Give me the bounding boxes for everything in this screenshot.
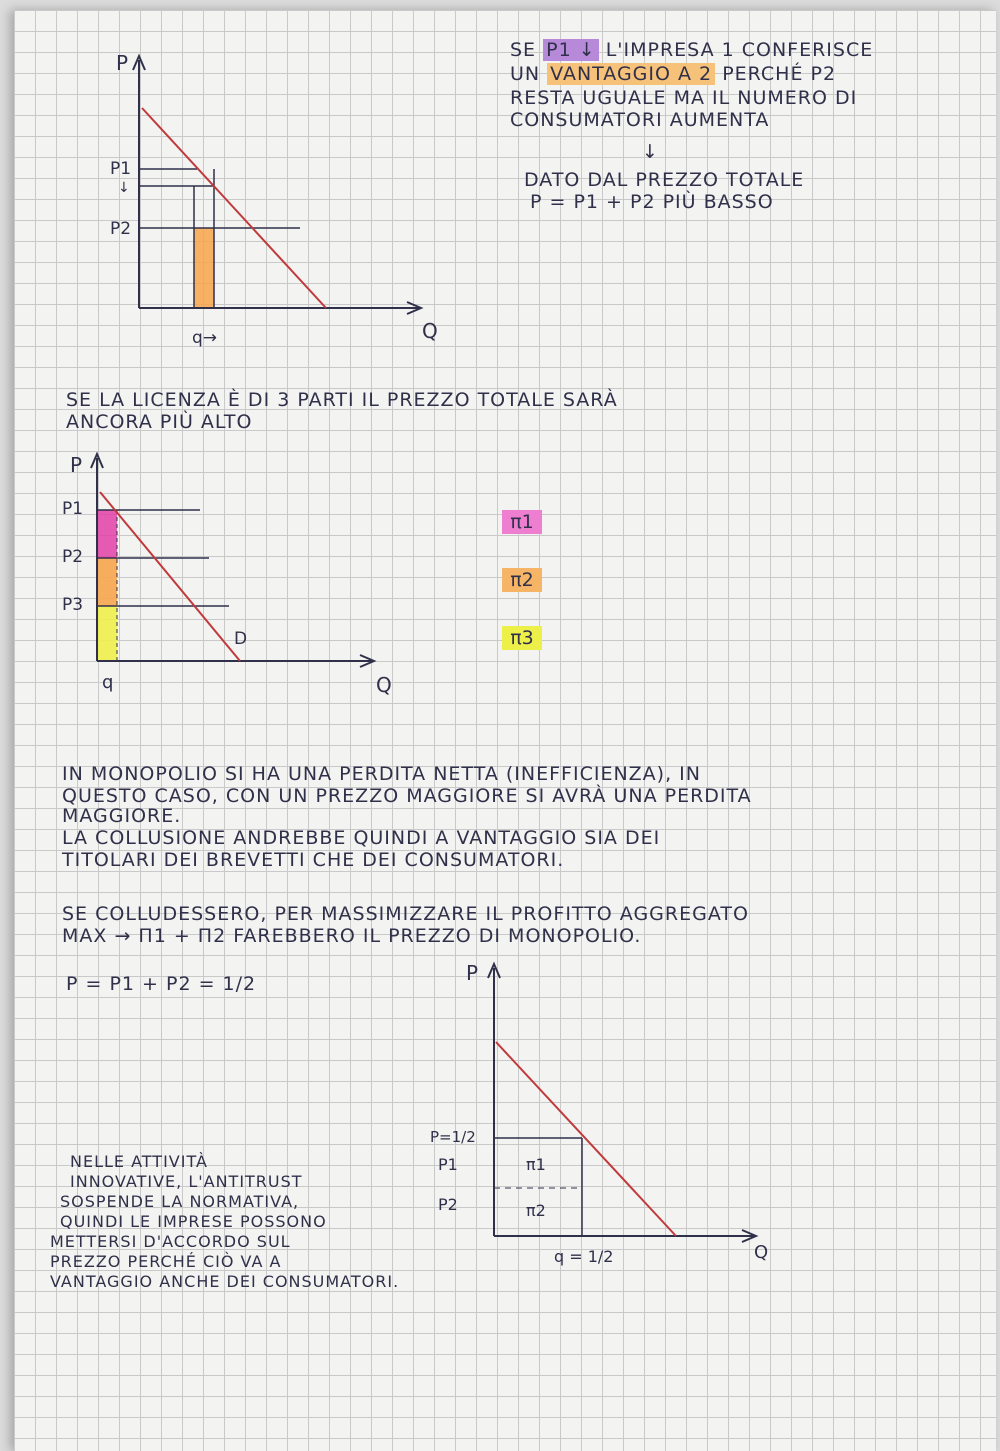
note2-line2: ANCORA PIÙ ALTO	[66, 411, 253, 433]
legend-pi3: π3	[502, 626, 542, 650]
note5-line4: QUINDI LE IMPRESE POSSONO	[60, 1212, 327, 1231]
x-axis-label: Q	[754, 1242, 769, 1263]
profit-area-orange	[97, 558, 117, 606]
demand-line	[142, 108, 326, 308]
note4-line1: SE COLLUDESSERO, PER MASSIMIZZARE IL PROFITTO AGGREGATO	[62, 903, 749, 925]
x-axis-label: Q	[376, 673, 392, 697]
legend-pi2: π2	[502, 568, 542, 592]
demand-line	[496, 1042, 676, 1236]
note3-line4: LA COLLUSIONE ANDREBBE QUINDI A VANTAGGIO SIA DEI	[62, 827, 661, 849]
p2-label: P2	[110, 219, 132, 239]
notebook-page	[14, 10, 996, 1451]
graph-three-patents	[54, 448, 394, 698]
p1-label: P1	[110, 159, 132, 179]
p3-label: P3	[62, 595, 84, 615]
q-label: q→	[192, 328, 218, 348]
profit-area-magenta	[97, 510, 117, 558]
note3-line5: TITOLARI DEI BREVETTI CHE DEI CONSUMATORI.	[62, 849, 565, 871]
p2-label: P2	[438, 1195, 458, 1214]
legend-pi1: π1	[502, 510, 542, 534]
note5-line5: METTERSI D'ACCORDO SUL	[50, 1232, 291, 1251]
note5-line7: VANTAGGIO ANCHE DEI CONSUMATORI.	[50, 1272, 400, 1291]
note3-line2: QUESTO CASO, CON UN PREZZO MAGGIORE SI AVRÀ UNA PERDITA	[62, 785, 752, 807]
q-half-label: q = 1/2	[554, 1247, 614, 1266]
p1-label: P1	[438, 1155, 458, 1174]
x-axis-label: Q	[422, 319, 438, 343]
down-arrow: ↓	[642, 141, 659, 163]
price-half-label: P=1/2	[430, 1128, 476, 1146]
p2-label: P2	[62, 547, 84, 567]
note1-line3: RESTA UGUALE MA IL NUMERO DI	[510, 87, 858, 109]
note1-line6: P = P1 + P2 PIÙ BASSO	[530, 191, 774, 213]
note1-line4: CONSUMATORI AUMENTA	[510, 109, 770, 131]
q-label: q	[102, 672, 114, 693]
y-axis-label: P	[70, 453, 83, 477]
note1-line2: UN VANTAGGIO A 2 PERCHÉ P2	[510, 63, 837, 85]
y-axis-label: P	[116, 51, 129, 75]
pi1-label: π1	[526, 1155, 546, 1174]
note5-line6: PREZZO PERCHÉ CIÒ VA A	[50, 1252, 282, 1271]
note3-line1: IN MONOPOLIO SI HA UNA PERDITA NETTA (INEFFICIENZA), IN	[62, 763, 701, 785]
demand-label: D	[234, 629, 248, 649]
p1-label: P1	[62, 499, 84, 519]
note1-line1: SE P1 ↓ L'IMPRESA 1 CONFERISCE	[510, 39, 874, 61]
graph-monopoly-price	[414, 958, 774, 1278]
note2-line1: SE LA LICENZA È DI 3 PARTI IL PREZZO TOTALE SARÀ	[66, 389, 618, 411]
pi2-label: π2	[526, 1201, 546, 1220]
note3-line3: MAGGIORE.	[62, 805, 182, 827]
collusion-formula: P = P1 + P2 = 1/2	[66, 973, 257, 995]
graph-two-patents	[104, 48, 438, 348]
p1-arrow-label: ↓	[118, 180, 130, 196]
profit-area-yellow	[97, 606, 117, 661]
y-axis-label: P	[466, 961, 479, 985]
profit-area-orange	[194, 228, 214, 307]
demand-line	[100, 492, 240, 661]
note5-line1: NELLE ATTIVITÀ	[70, 1152, 208, 1171]
note1-line5: DATO DAL PREZZO TOTALE	[524, 169, 805, 191]
note4-line2: MAX → Π1 + Π2 FAREBBERO IL PREZZO DI MONOPOLIO.	[62, 925, 642, 947]
note5-line2: INNOVATIVE, L'ANTITRUST	[70, 1172, 303, 1191]
note5-line3: SOSPENDE LA NORMATIVA,	[60, 1192, 300, 1211]
